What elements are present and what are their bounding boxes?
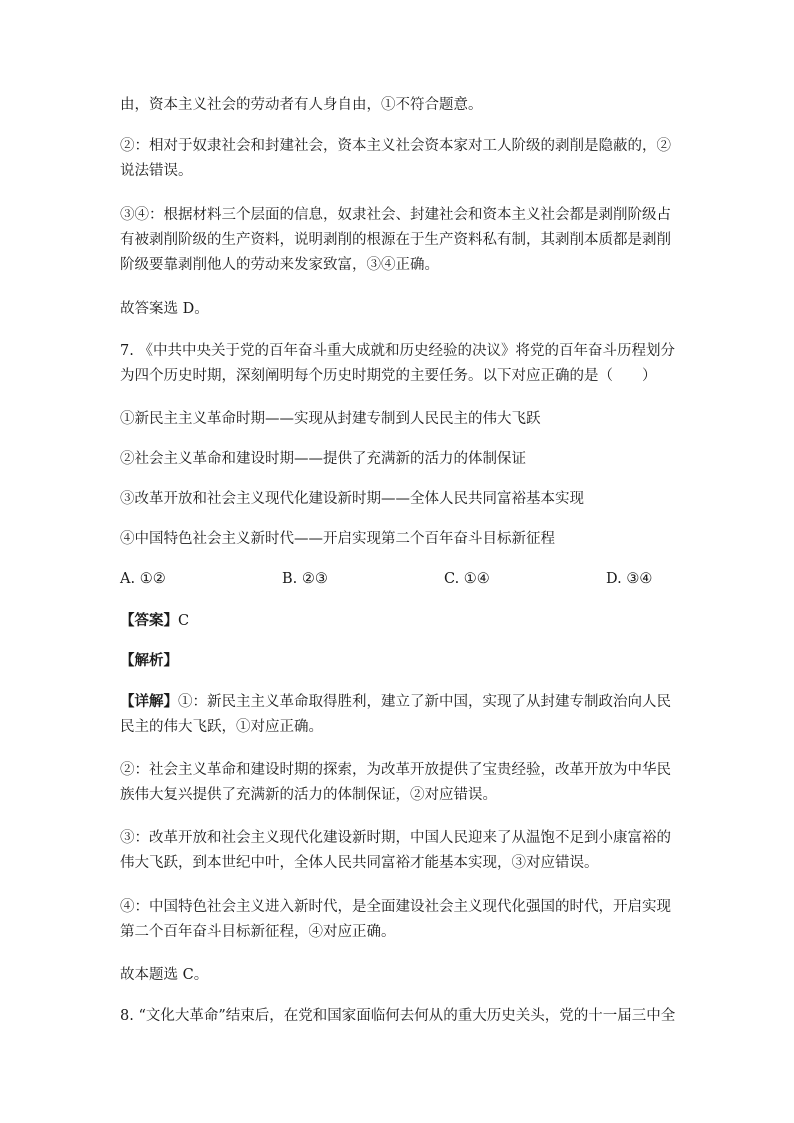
answer-line: [120, 608, 675, 634]
paragraph-answer-d: 故答案选 D。: [120, 301, 209, 317]
answer-tag: 【答案】: [120, 612, 178, 629]
paragraph-continuation: 由，资本主义社会的劳动者有人身自由，①不符合题意。: [120, 97, 483, 113]
option-d: D. ③④: [606, 571, 653, 587]
analysis-heading: [120, 648, 675, 674]
option-a: A. ①②: [120, 571, 166, 587]
question-7-options: [120, 567, 680, 592]
question-7-item-2: ②社会主义革命和建设时期——提供了充满新的活力的体制保证: [120, 451, 526, 467]
answer-value: C: [178, 613, 190, 629]
option-c: C. ①④: [444, 571, 490, 587]
question-7-stem: 7. 《中共中央关于党的百年奋斗重大成就和历史经验的决议》将党的百年奋斗历程划分为四个历史时期，深刻阐明每个历史时期党的主要任务。以下对应正确的是（ ）: [120, 343, 675, 384]
question-7-conclusion: 故本题选 C。: [120, 967, 209, 983]
paragraph-point-3-4: ③④：根据材料三个层面的信息，奴隶社会、封建社会和资本主义社会都是剥削阶级占有被剥削阶级的生产资料，说明剥削的根源在于生产资料私有制，其剥削本质都是剥削阶级要靠剥削他人的劳动来发家致富，③④正确。: [120, 207, 671, 273]
question-7-item-3: ③改革开放和社会主义现代化建设新时期——全体人民共同富裕基本实现: [120, 491, 584, 507]
detail-tag: 【详解】: [120, 693, 178, 710]
detail-point-3: ③：改革开放和社会主义现代化建设新时期，中国人民迎来了从温饱不足到小康富裕的伟大飞跃，到本世纪中叶，全体人民共同富裕才能基本实现，③对应错误。: [120, 830, 671, 871]
detail-point-2: ②：社会主义革命和建设时期的探索，为改革开放提供了宝贵经验，改革开放为中华民族伟大复兴提供了充满新的活力的体制保证，②对应错误。: [120, 762, 671, 803]
question-8-stem: 8. “文化大革命”结束后，在党和国家面临何去何从的重大历史关头，党的十一届三中全: [120, 1008, 676, 1024]
question-7-item-1: ①新民主主义革命时期——实现从封建专制到人民民主的伟大飞跃: [120, 411, 541, 427]
paragraph-point-2: ②：相对于奴隶社会和封建社会，资本主义社会资本家对工人阶级的剥削是隐蔽的，②说法错误。: [120, 138, 671, 179]
detail-point-1: [120, 689, 675, 740]
question-7-item-4: ④中国特色社会主义新时代——开启实现第二个百年奋斗目标新征程: [120, 531, 555, 547]
detail-point-4: ④：中国特色社会主义进入新时代，是全面建设社会主义现代化强国的时代，开启实现第二个百年奋斗目标新征程，④对应正确。: [120, 899, 671, 940]
option-b: B. ②③: [282, 571, 328, 587]
analysis-tag: 【解析】: [120, 652, 178, 669]
detail-point-1-text: ①：新民主主义革命取得胜利，建立了新中国，实现了从封建专制政治向人民民主的伟大飞跃，①对应正确。: [120, 694, 671, 735]
